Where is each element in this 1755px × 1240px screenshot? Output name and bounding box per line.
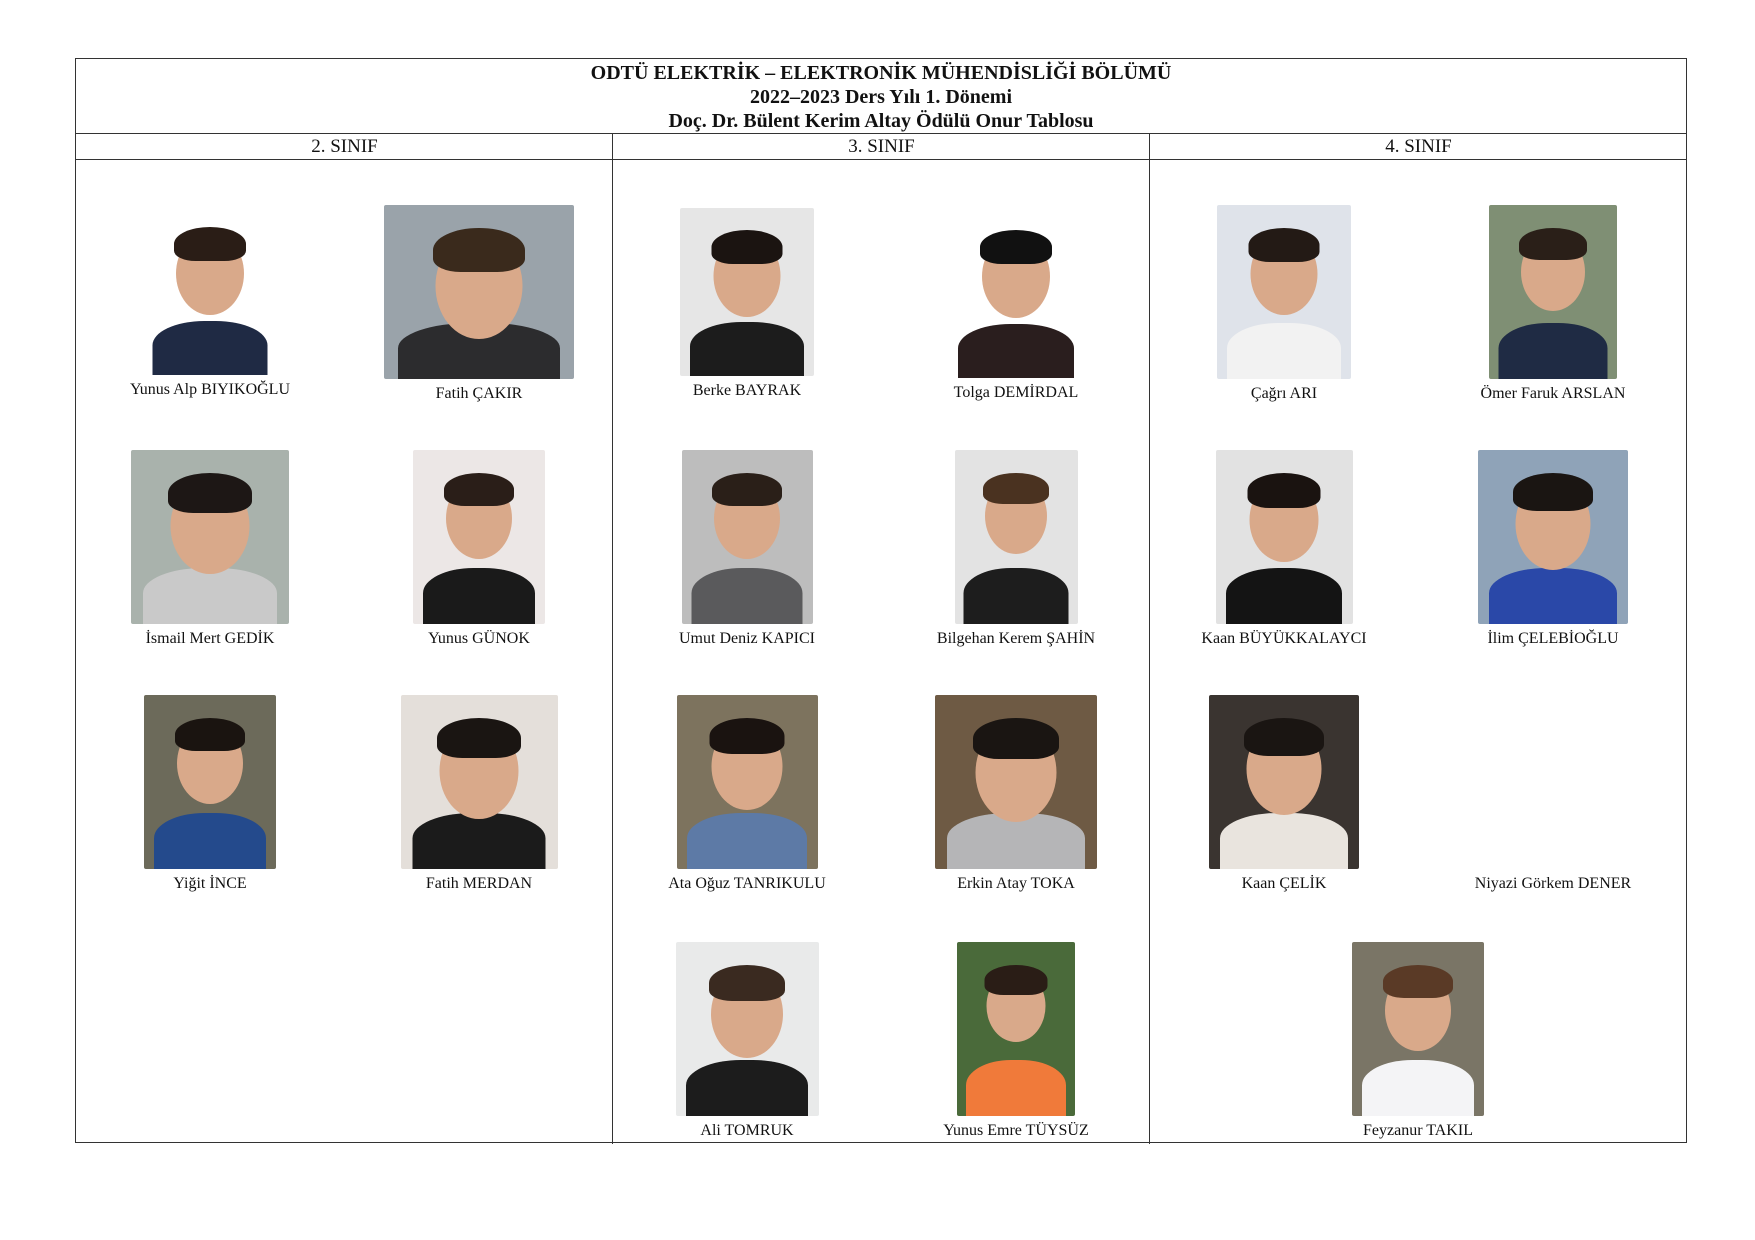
student-name: Yunus Emre TÜYSÜZ (943, 1122, 1089, 1139)
board-header (76, 59, 1686, 134)
student-photo (401, 695, 558, 869)
student-card (612, 942, 882, 1142)
student-name: Umut Deniz KAPICI (679, 630, 815, 647)
student-photo (1489, 205, 1617, 379)
photo-hair-shape (1383, 965, 1453, 998)
photo-hair-shape (1249, 228, 1320, 262)
photo-body-shape (143, 568, 277, 624)
student-photo (1352, 942, 1484, 1116)
class-header-3: 3. SINIF (848, 136, 915, 157)
student-name: Kaan BÜYÜKKALAYCI (1201, 630, 1367, 647)
student-card (881, 942, 1151, 1142)
student-name: Kaan ÇELİK (1241, 875, 1327, 892)
photo-hair-shape (712, 230, 783, 264)
photo-hair-shape (1519, 228, 1587, 260)
student-card (881, 695, 1151, 895)
student-photo (144, 695, 276, 869)
photo-body-shape (686, 1060, 808, 1116)
student-name: Ata Oğuz TANRIKULU (668, 875, 826, 892)
student-photo (935, 695, 1097, 869)
photo-hair-shape (973, 718, 1059, 759)
student-photo (1478, 450, 1628, 624)
photo-body-shape (1499, 323, 1608, 379)
photo-body-shape (423, 568, 535, 624)
student-photo (948, 208, 1084, 378)
student-name: Ali TOMRUK (700, 1122, 794, 1139)
student-name: Çağrı ARI (1250, 385, 1318, 402)
student-card (1418, 695, 1688, 895)
student-name: Yunus Alp BIYIKOĞLU (130, 381, 290, 398)
photo-hair-shape (709, 965, 785, 1001)
photo-body-shape (687, 813, 807, 869)
photo-body-shape (692, 568, 803, 624)
student-card (1149, 205, 1419, 405)
photo-body-shape (153, 321, 268, 375)
photo-hair-shape (174, 227, 246, 261)
student-card (881, 208, 1151, 404)
student-name: Bilgehan Kerem ŞAHİN (936, 630, 1096, 647)
student-name: Fatih MERDAN (425, 875, 533, 892)
photo-hair-shape (980, 230, 1052, 264)
student-photo (957, 942, 1075, 1116)
student-name: Tolga DEMİRDAL (953, 384, 1079, 401)
photo-body-shape (1227, 323, 1341, 379)
student-photo (384, 205, 574, 379)
photo-hair-shape (1244, 718, 1324, 756)
photo-hair-shape (985, 965, 1048, 995)
class-header-2: 2. SINIF (311, 136, 378, 157)
student-photo (677, 695, 818, 869)
student-card (75, 450, 345, 650)
photo-body-shape (1362, 1060, 1474, 1116)
student-card (75, 695, 345, 895)
student-photo (1217, 205, 1351, 379)
term-title: 2022–2023 Ders Yılı 1. Dönemi (749, 86, 1012, 108)
student-card (1418, 450, 1688, 650)
department-title: ODTÜ ELEKTRİK – ELEKTRONİK MÜHENDİSLİĞİ BÖLÜMÜ (590, 62, 1172, 84)
student-card (1149, 450, 1419, 650)
class-header-4: 4. SINIF (1385, 136, 1452, 157)
student-photo (1209, 695, 1359, 869)
student-card (1283, 942, 1553, 1142)
student-name: Berke BAYRAK (692, 382, 802, 399)
photo-hair-shape (710, 718, 785, 754)
student-name: İsmail Mert GEDİK (145, 630, 275, 647)
student-name: Feyzanur TAKIL (1363, 1122, 1473, 1139)
photo-hair-shape (444, 473, 514, 506)
photo-hair-shape (983, 473, 1049, 504)
photo-body-shape (154, 813, 266, 869)
photo-body-shape (413, 813, 546, 869)
class-header-row (76, 134, 1686, 160)
student-card (612, 695, 882, 895)
student-name: İlim ÇELEBİOĞLU (1487, 630, 1619, 647)
photo-hair-shape (437, 718, 521, 758)
photo-body-shape (1489, 568, 1617, 624)
photo-body-shape (966, 1060, 1066, 1116)
award-title: Doç. Dr. Bülent Kerim Altay Ödülü Onur Tablosu (668, 110, 1094, 132)
student-card (344, 205, 614, 405)
photo-hair-shape (1248, 473, 1321, 508)
student-name: Fatih ÇAKIR (435, 385, 523, 402)
student-card (344, 450, 614, 650)
student-name: Niyazi Görkem DENER (1474, 875, 1632, 892)
student-card (1418, 205, 1688, 405)
student-photo (413, 450, 545, 624)
student-name: Yunus GÜNOK (428, 630, 530, 647)
student-name: Erkin Atay TOKA (957, 875, 1075, 892)
student-photo (143, 205, 278, 375)
student-name: Yiğit İNCE (173, 875, 247, 892)
photo-body-shape (1226, 568, 1342, 624)
student-card (344, 695, 614, 895)
photo-body-shape (964, 568, 1069, 624)
student-photo (676, 942, 819, 1116)
photo-hair-shape (175, 718, 245, 751)
photo-hair-shape (1513, 473, 1593, 511)
student-photo (1216, 450, 1353, 624)
student-photo (131, 450, 289, 624)
student-card (881, 450, 1151, 650)
photo-body-shape (958, 324, 1074, 378)
photo-hair-shape (168, 473, 252, 513)
student-card (1149, 695, 1419, 895)
photo-hair-shape (433, 228, 525, 272)
photo-hair-shape (712, 473, 782, 506)
student-photo (955, 450, 1078, 624)
student-name: Ömer Faruk ARSLAN (1480, 385, 1626, 402)
photo-body-shape (690, 322, 804, 376)
student-photo (682, 450, 813, 624)
student-card (612, 208, 882, 402)
student-card (75, 205, 345, 401)
photo-body-shape (1220, 813, 1348, 869)
student-card (612, 450, 882, 650)
student-photo (680, 208, 814, 376)
